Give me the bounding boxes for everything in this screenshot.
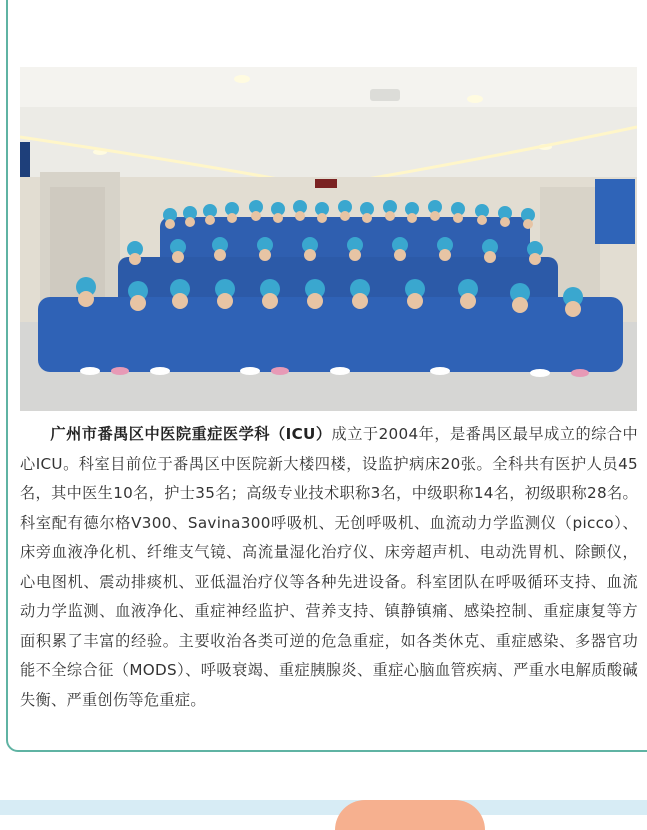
intro-body: 成立于2004年，是番禺区最早成立的综合中心ICU。科室目前位于番禺区中医院新大楼四楼，设监护病床20张。全科共有医护人员45名，其中医生10名，护士35名；高级专业技术职称3名，中级职称14名，初级职称28名。科室配有德尔格V300、Savina300呼吸机、无创呼吸机、血流动力学监测仪（picco）、床旁血液净化机、纤维支气镜、高流量湿化治疗仪、床旁超声机、电动洗胃机、除颤仪，心电图机、震动排痰机、亚低温治疗仪等各种先进设备。科室团队在呼吸循环支持、血流动力学监测、血液净化、重症神经监护、营养支持、镇静镇痛、感染控制、重症康复等方面积累了丰富的经验。主要收治各类可逆的危急重症，如各类休克、重症感染、多器官功能不全综合征（MODS）、呼吸衰竭、重症胰腺炎、重症心脑血管疾病、严重水电解质酸碱失衡、严重创伤等危重症。 <box>20 425 638 709</box>
bottom-decoration-band <box>0 800 647 815</box>
intro-paragraph <box>20 420 638 715</box>
intro-lead: 广州市番禺区中医院重症医学科（ICU） <box>50 425 332 443</box>
bottom-decoration-shape <box>335 800 485 830</box>
team-photo-illustration <box>20 67 637 411</box>
team-photo <box>20 67 637 411</box>
